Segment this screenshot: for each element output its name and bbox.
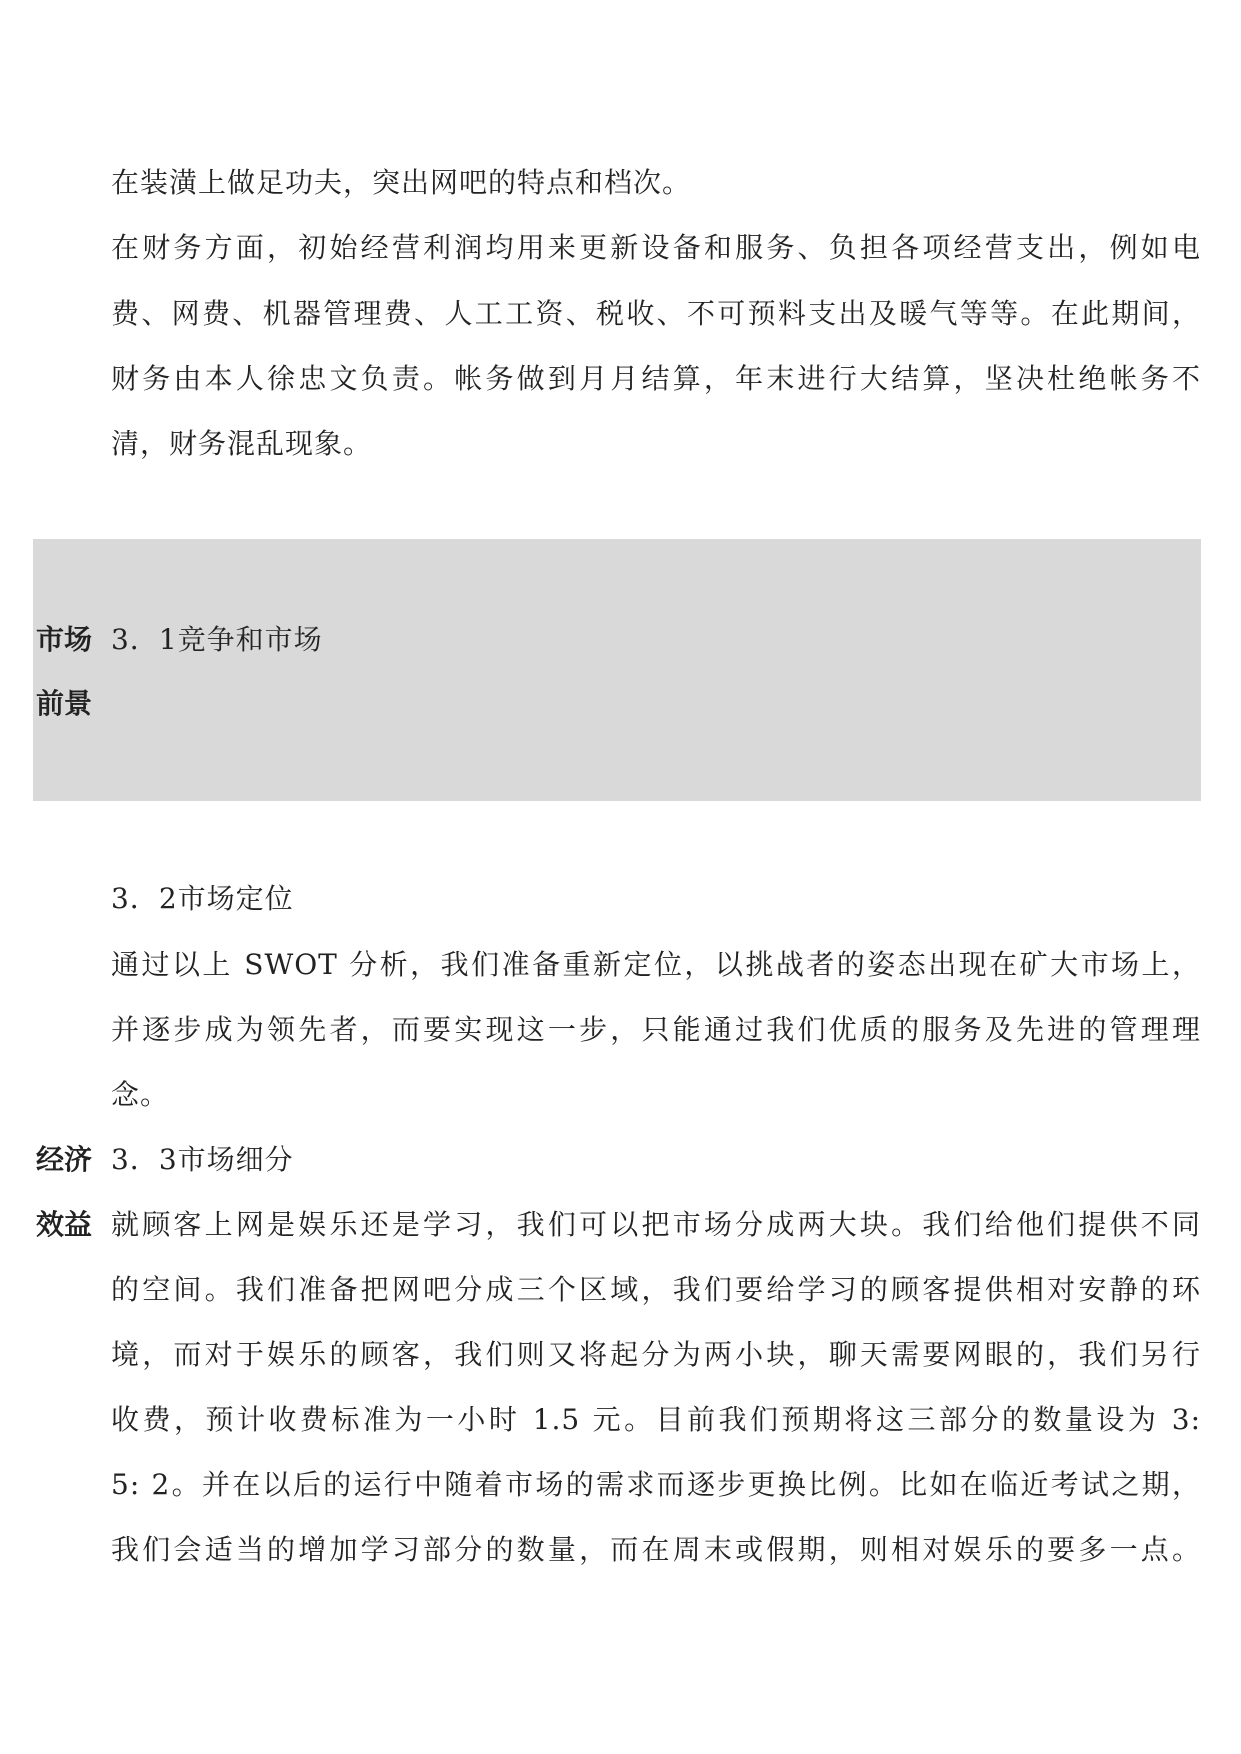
paragraph-line: 念。 [111,1078,170,1111]
paragraph-line: 并逐步成为领先者，而要实现这一步，只能通过我们优质的服务及先进的管理理 [111,1013,1201,1046]
paragraph-line: 就顾客上网是娱乐还是学习，我们可以把市场分成两大块。我们给他们提供不同 [111,1208,1201,1241]
section-heading-3-1: 3．1竞争和市场 [111,623,323,656]
paragraph-line: 在财务方面，初始经营利润均用来更新设备和服务、负担各项经营支出，例如电 [111,231,1201,264]
paragraph-line: 费、网费、机器管理费、人工工资、税收、不可预料支出及暖气等等。在此期间， [111,297,1201,330]
paragraph-line: 财务由本人徐忠文负责。帐务做到月月结算，年末进行大结算，坚决杜绝帐务不 [111,362,1201,395]
section-highlight-band [33,539,1201,801]
paragraph-line: 我们会适当的增加学习部分的数量，而在周末或假期，则相对娱乐的要多一点。 [111,1533,1201,1566]
paragraph-line: 收费，预计收费标准为一小时 1.5 元。目前我们预期将这三部分的数量设为 3: [111,1403,1201,1436]
section-heading-3-3: 3．3市场细分 [111,1143,294,1176]
paragraph-line: 在装潢上做足功夫，突出网吧的特点和档次。 [111,166,692,199]
paragraph-line: 通过以上 SWOT 分析，我们准备重新定位，以挑战者的姿态出现在矿大市场上， [111,948,1201,981]
side-label-economic: 效益 [36,1208,93,1241]
side-label-economic: 经济 [36,1143,93,1176]
paragraph-line: 清，财务混乱现象。 [111,427,373,460]
paragraph-line: 境，而对于娱乐的顾客，我们则又将起分为两小块，聊天需要网眼的，我们另行 [111,1338,1201,1371]
paragraph-line: 的空间。我们准备把网吧分成三个区域，我们要给学习的顾客提供相对安静的环 [111,1273,1201,1306]
side-label-market: 前景 [36,687,93,720]
paragraph-line: 5: 2。并在以后的运行中随着市场的需求而逐步更换比例。比如在临近考试之期， [111,1468,1201,1501]
side-label-market: 市场 [36,623,93,656]
section-heading-3-2: 3．2市场定位 [111,882,294,915]
